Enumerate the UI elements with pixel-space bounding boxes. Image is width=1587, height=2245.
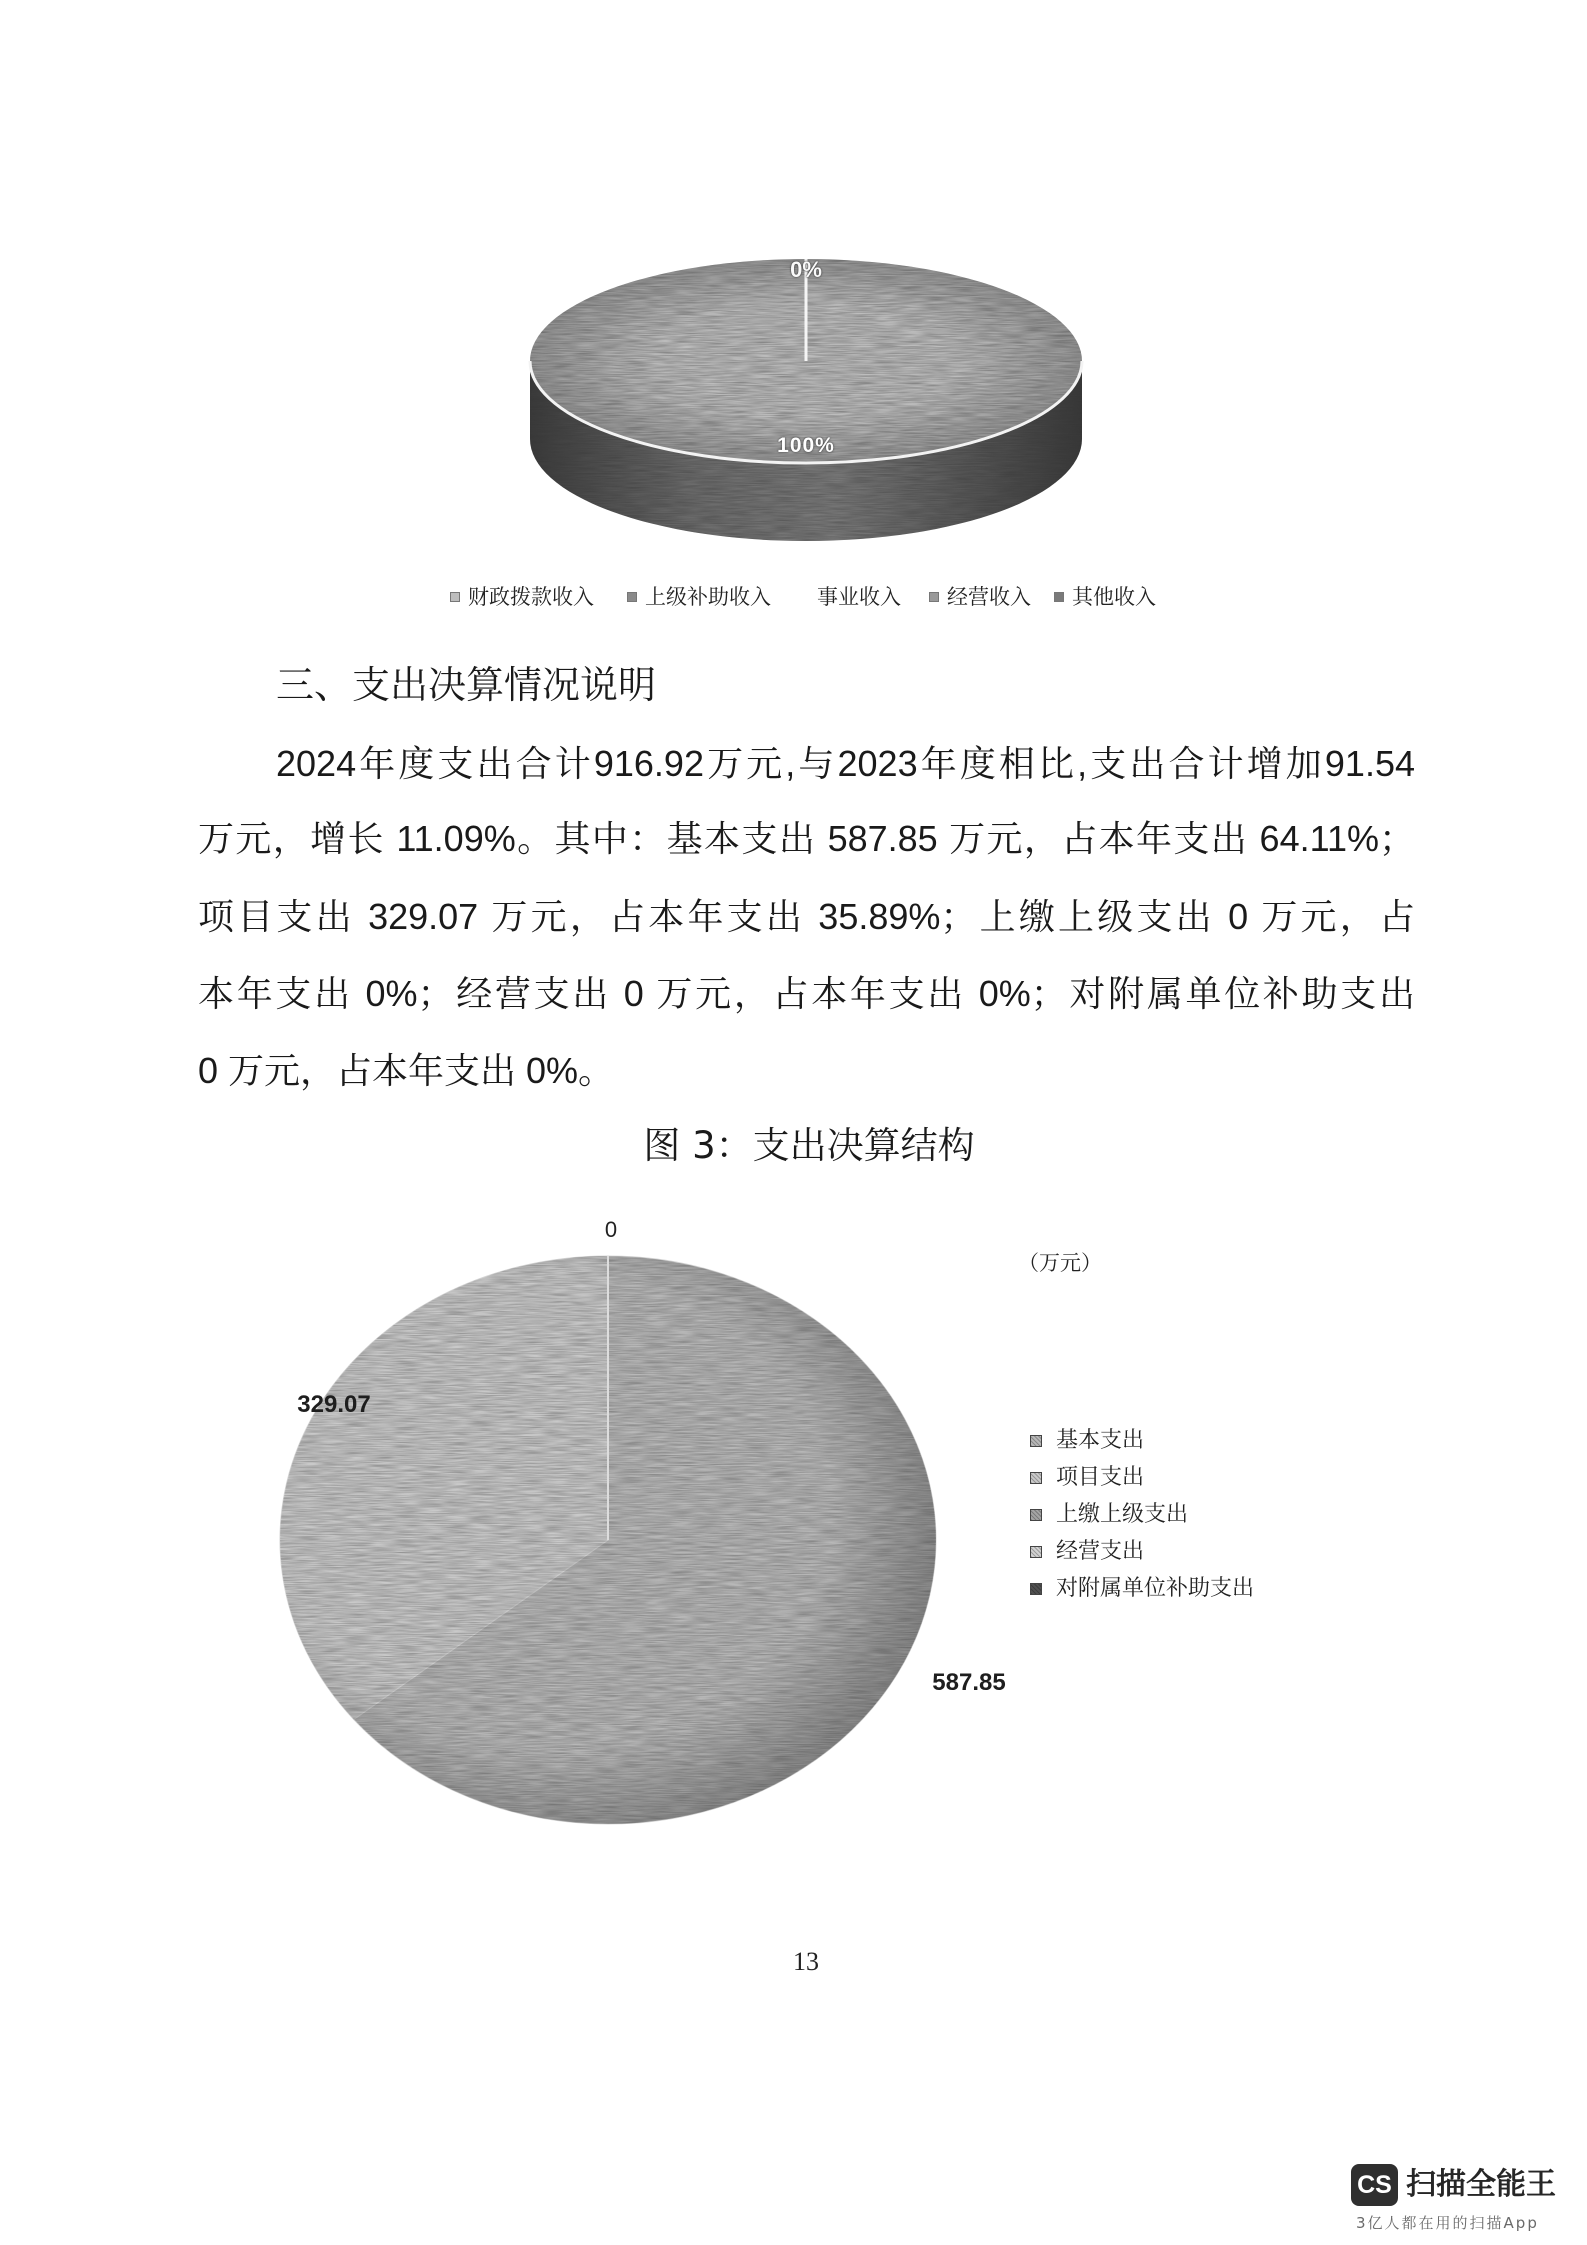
expenditure-legend-item (1030, 1576, 1254, 1602)
income-pie-chart (500, 240, 1120, 570)
legend-label: 财政拨款收入 (468, 585, 594, 609)
legend-label: 对附属单位补助支出 (1056, 1576, 1255, 1601)
income-pie-zero-label: 0% (790, 257, 822, 282)
paragraph-line: 0 万元，占本年支出 0%。 (198, 1050, 615, 1091)
income-pie-marks (530, 259, 1082, 541)
legend-label: 事业收入 (817, 585, 901, 609)
legend-marker (929, 592, 939, 602)
watermark-tagline: 3亿人都在用的扫描App (1356, 2214, 1539, 2232)
basic-expenditure-value-label: 587.85 (932, 1669, 1006, 1696)
project-expenditure-value-label: 329.07 (297, 1391, 371, 1418)
watermark-brand: 扫描全能王 (1406, 2167, 1556, 2202)
income-pie-main-label: 100% (777, 434, 835, 457)
page-number: 13 (793, 1947, 819, 1976)
section-heading: 三、支出决算情况说明 (276, 663, 657, 707)
expenditure-legend-item (1030, 1428, 1144, 1454)
legend-label: 基本支出 (1056, 1428, 1145, 1453)
legend-marker (1030, 1546, 1042, 1558)
income-legend-item (1054, 585, 1156, 609)
legend-marker (1030, 1583, 1042, 1595)
paragraph-line: 万元，增长 11.09%。其中：基本支出 587.85 万元，占本年支出 64.11%； (198, 818, 1415, 859)
expenditure-pie-marks (280, 1256, 936, 1824)
expenditure-pie-chart (270, 1240, 950, 1840)
paragraph-line: 项目支出 329.07 万元，占本年支出 35.89%；上缴上级支出 0 万元，占 (198, 896, 1415, 937)
legend-marker (1030, 1509, 1042, 1521)
legend-marker (627, 592, 637, 602)
legend-marker (1030, 1435, 1042, 1447)
legend-label: 经营支出 (1056, 1539, 1145, 1564)
legend-marker (450, 592, 460, 602)
legend-label: 经营收入 (947, 585, 1031, 609)
legend-marker (1030, 1472, 1042, 1484)
paragraph-line: 本年支出 0%；经营支出 0 万元，占本年支出 0%；对附属单位补助支出 (198, 973, 1415, 1014)
income-legend-item (450, 585, 594, 609)
expenditure-legend-item (1030, 1502, 1188, 1528)
expenditure-legend-item (1030, 1539, 1144, 1565)
legend-marker (1054, 592, 1064, 602)
legend-label: 上级补助收入 (645, 585, 771, 609)
legend-marker (799, 592, 809, 602)
legend-label: 项目支出 (1056, 1465, 1145, 1490)
income-legend-item (799, 585, 901, 609)
legend-label: 上缴上级支出 (1056, 1502, 1189, 1527)
expenditure-legend-item (1030, 1465, 1144, 1491)
income-legend-item (627, 585, 771, 609)
unit-label: （万元） (1018, 1251, 1102, 1275)
figure-caption: 图 3：支出决算结构 (643, 1124, 975, 1167)
expenditure-pie-zero-label: 0 (604, 1217, 618, 1242)
paragraph-line: 2024年度支出合计916.92万元,与2023年度相比,支出合计增加91.54 (276, 743, 1415, 784)
scanner-logo-icon: CS (1351, 2164, 1398, 2206)
income-legend-item (929, 585, 1031, 609)
legend-label: 其他收入 (1072, 585, 1156, 609)
